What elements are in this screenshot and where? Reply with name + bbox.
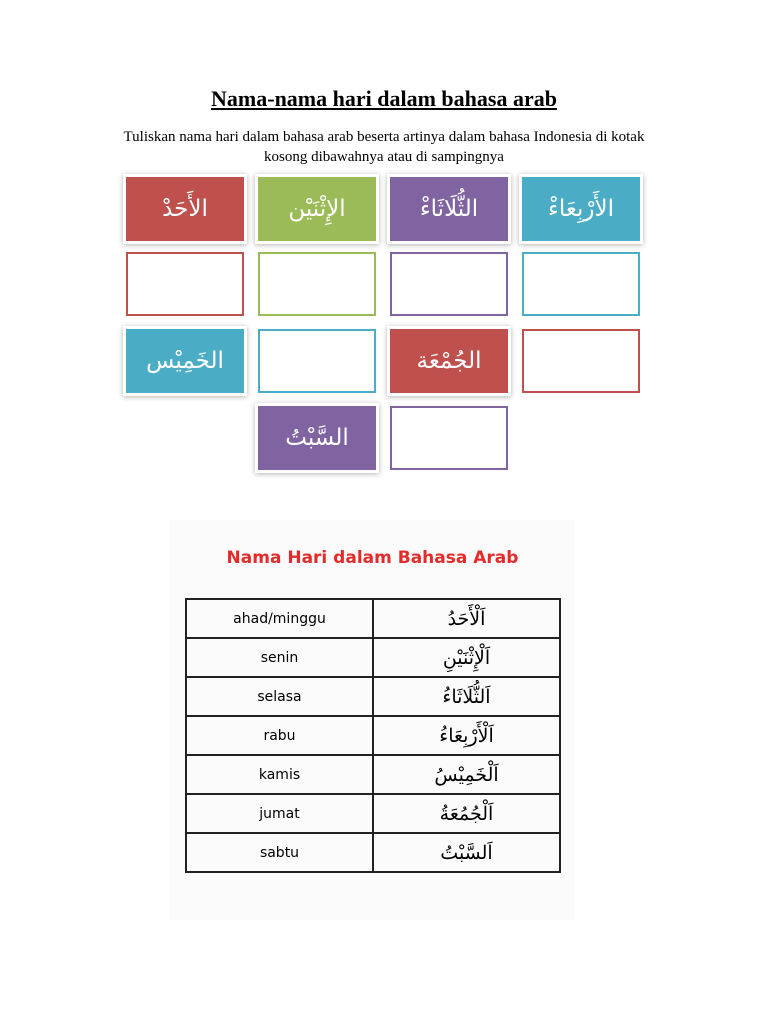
day-card-itsnain: الإِثْنَيْن	[258, 177, 376, 241]
answer-box-arbiaa[interactable]	[522, 252, 640, 316]
latin-day-name: sabtu	[186, 833, 373, 872]
table-row	[186, 677, 560, 716]
day-card-khamis: الخَمِيْس	[126, 329, 244, 393]
answer-box-tsulatsa[interactable]	[390, 252, 508, 316]
instructions-line-1: Tuliskan nama hari dalam bahasa arab beserta artinya dalam bahasa Indonesia di kotak	[123, 129, 645, 145]
answer-box-itsnain[interactable]	[258, 252, 376, 316]
reference-title: Nama Hari dalam Bahasa Arab	[226, 548, 519, 568]
instructions	[104, 127, 664, 167]
table-row	[186, 599, 560, 638]
answer-box-ahad[interactable]	[126, 252, 244, 316]
answer-box-sabt[interactable]	[390, 406, 508, 470]
latin-day-name: kamis	[186, 755, 373, 794]
day-card-tsulatsa: الثُّلَاثَاءْ	[390, 177, 508, 241]
reference-panel	[170, 520, 575, 920]
table-row	[186, 638, 560, 677]
day-card-ahad: الأَحَدْ	[126, 177, 244, 241]
answer-box-jumat[interactable]	[522, 329, 640, 393]
latin-day-name: rabu	[186, 716, 373, 755]
arabic-day-name: اَلْخَمِيْسُ	[373, 755, 560, 794]
table-row	[186, 755, 560, 794]
arabic-day-name: اَلثُّلَاثَاءُ	[373, 677, 560, 716]
day-card-arbiaa: الأَرْبِعَاءْ	[522, 177, 640, 241]
arabic-day-name: اَلسَّبْتُ	[373, 833, 560, 872]
page-title: Nama-nama hari dalam bahasa arab	[211, 86, 557, 111]
reference-table	[185, 598, 561, 873]
arabic-day-name: اَلْجُمُعَةُ	[373, 794, 560, 833]
day-card-sabt: السَّبْتُ	[258, 406, 376, 470]
instructions-line-2: kosong dibawahnya atau di sampingnya	[264, 149, 504, 165]
arabic-day-name: اَلْإِثْنَيْنِ	[373, 638, 560, 677]
latin-day-name: senin	[186, 638, 373, 677]
latin-day-name: jumat	[186, 794, 373, 833]
table-row	[186, 833, 560, 872]
day-card-jumat: الجُمْعَة	[390, 329, 508, 393]
arabic-day-name: اَلْأَحَدُ	[373, 599, 560, 638]
table-row	[186, 716, 560, 755]
latin-day-name: ahad/minggu	[186, 599, 373, 638]
arabic-day-name: اَلْأَرْبِعَاءُ	[373, 716, 560, 755]
answer-box-khamis[interactable]	[258, 329, 376, 393]
table-row	[186, 794, 560, 833]
latin-day-name: selasa	[186, 677, 373, 716]
